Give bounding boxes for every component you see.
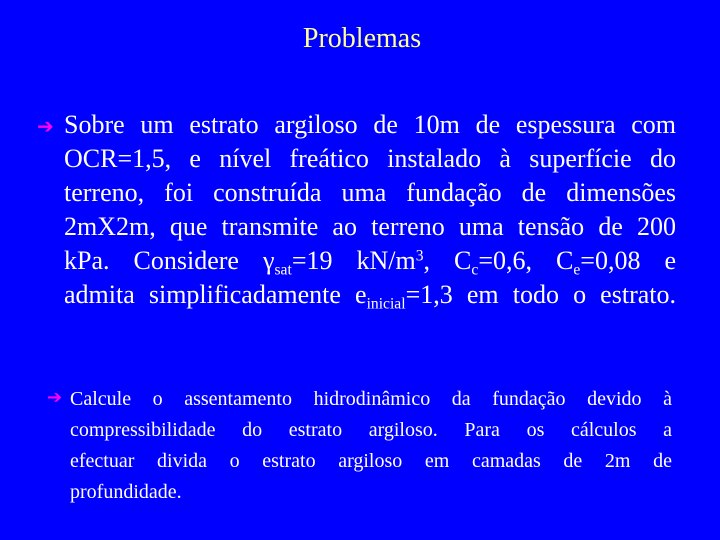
statement-text: =19 kN/m: [291, 246, 416, 275]
statement-line-6: [64, 278, 676, 312]
subscript-sat: sat: [274, 261, 292, 279]
task-statement: [70, 384, 672, 508]
statement-line-2: OCR=1,5, e nível freático instalado à superfície do: [64, 144, 676, 173]
statement-line-1: Sobre um estrato argiloso de 10m de espessura com: [64, 110, 676, 139]
arrow-right-icon: ➔: [47, 387, 63, 408]
superscript-3: 3: [415, 247, 424, 265]
subscript-inicial: inicial: [366, 295, 406, 313]
task-line-3: efectuar divida o estrato argiloso em camadas de 2m de: [70, 450, 672, 472]
statement-text: =0,08 e: [580, 246, 677, 275]
task-line-4: profundidade.: [70, 481, 182, 503]
subscript-e: e: [573, 261, 581, 279]
slide-title: Problemas: [302, 23, 422, 54]
statement-text: kPa. Considere: [64, 246, 263, 275]
statement-line-3: terreno, foi construída uma fundação de dimensões: [64, 178, 676, 207]
task-line-1: Calcule o assentamento hidrodinâmico da fundação devido à: [70, 388, 672, 410]
statement-text: admita simplificadamente e: [64, 280, 367, 309]
task-line-2: compressibilidade do estrato argiloso. Para os cálculos a: [70, 419, 672, 441]
arrow-right-icon: ➔: [37, 114, 54, 138]
problem-statement: [64, 108, 676, 312]
subscript-c: c: [471, 261, 479, 279]
statement-line-4: 2mX2m, que transmite ao terreno uma tensão de 200: [64, 212, 676, 241]
statement-text: =1,3 em todo o estrato.: [405, 280, 676, 309]
gamma-symbol: γ: [262, 246, 275, 275]
statement-text: , C: [423, 246, 472, 275]
statement-line-5: [64, 244, 676, 278]
statement-text: =0,6, C: [478, 246, 574, 275]
